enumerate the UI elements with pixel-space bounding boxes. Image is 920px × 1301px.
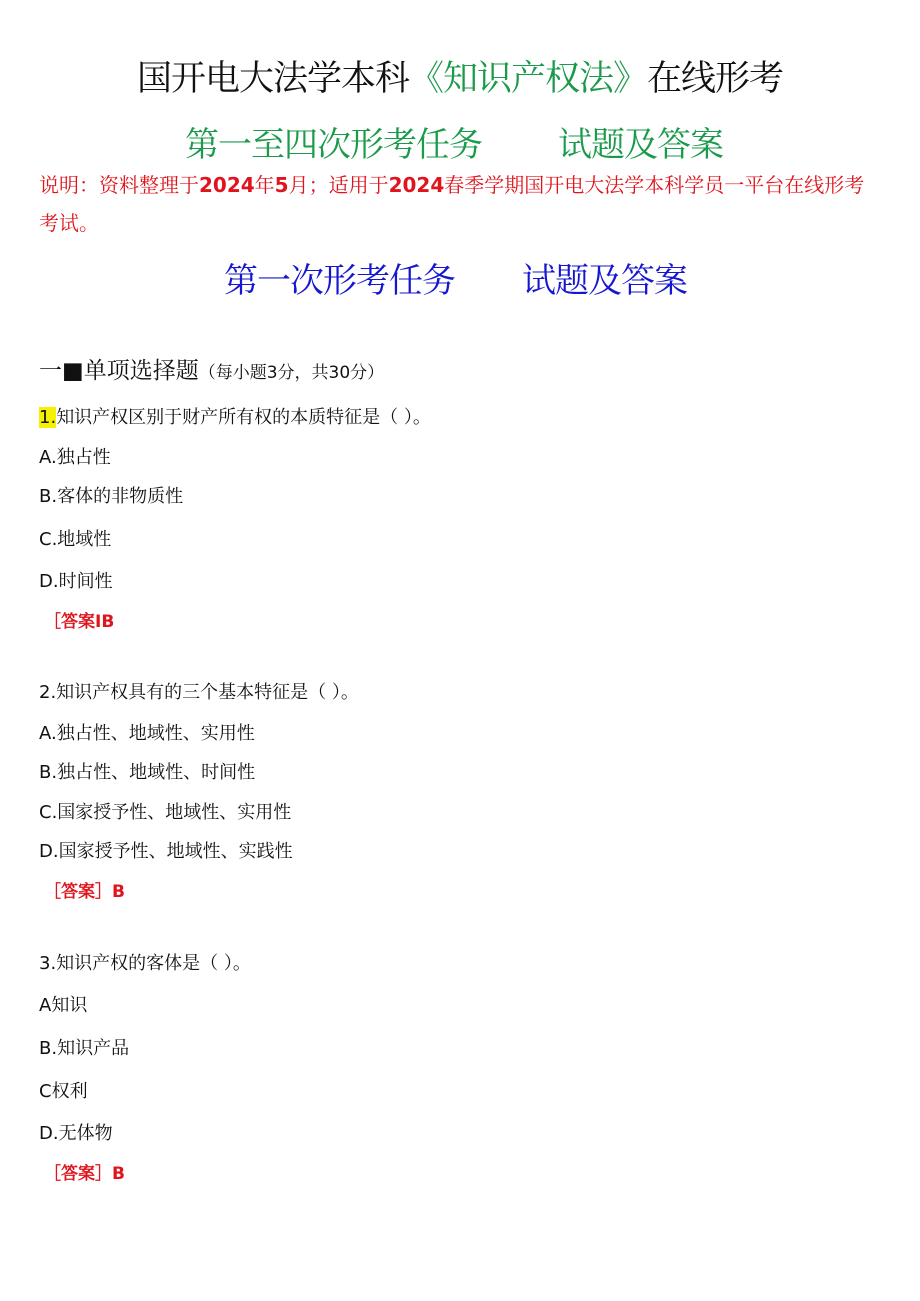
question-2-answer: ［答案］B (44, 882, 125, 902)
title-suffix: 在线形考 (647, 59, 784, 99)
note-text: 春季学期国开电大法学本科学员一平台在线形考考试。 (39, 173, 865, 235)
question-3-option-a: A知识 (39, 995, 88, 1016)
question-text: 知识产权区别于财产所有权的本质特征是（ ）。 (56, 407, 431, 428)
note-year: 2024 (199, 173, 255, 197)
question-2: 2.知识产权具有的三个基本特征是（ ）。 (39, 682, 359, 703)
question-3-answer: ［答案］B (44, 1164, 125, 1184)
question-1-option-d: D.时间性 (39, 571, 113, 592)
question-3-option-d: D.无体物 (39, 1123, 113, 1144)
task-title-left: 第一次形考任务 (224, 261, 455, 301)
question-2-option-c: C.国家授予性、地域性、实用性 (39, 802, 292, 823)
note-year: 2024 (388, 173, 445, 197)
question-1-option-c: C.地域性 (39, 529, 112, 550)
question-2-option-b: B.独占性、地域性、时间性 (39, 762, 256, 783)
section-heading (39, 354, 384, 390)
task-title-right: 试题及答案 (522, 261, 687, 301)
question-number-highlight: 1. (39, 407, 57, 428)
question-3: 3.知识产权的客体是（ ）。 (39, 953, 251, 974)
question-1-option-a: A.独占性 (39, 447, 111, 468)
section-detail: （每小题3分，共30分） (198, 363, 385, 383)
subtitle-left: 第一至四次形考任务 (185, 125, 482, 165)
title-prefix: 国开电大法学本科 (136, 59, 409, 99)
note-text: 月；适用于 (288, 173, 389, 197)
note-text: 说明：资料整理于 (39, 173, 199, 197)
document-title (0, 56, 920, 102)
document-note (39, 166, 884, 242)
subtitle-right: 试题及答案 (558, 125, 723, 165)
title-course-name: 《知识产权法》 (408, 59, 647, 99)
question-1-option-b: B.客体的非物质性 (39, 486, 184, 507)
question-1-answer: ［答案IB (44, 612, 115, 632)
question-1 (39, 405, 431, 431)
question-2-option-d: D.国家授予性、地域性、实践性 (39, 841, 293, 862)
section-title: 一■单项选择题 (39, 358, 199, 384)
question-3-option-b: B.知识产品 (39, 1038, 130, 1059)
question-3-option-c: C权利 (39, 1081, 88, 1102)
note-text: 年 (254, 173, 275, 197)
note-month: 5 (274, 173, 289, 197)
question-2-option-a: A.独占性、地域性、实用性 (39, 723, 255, 744)
